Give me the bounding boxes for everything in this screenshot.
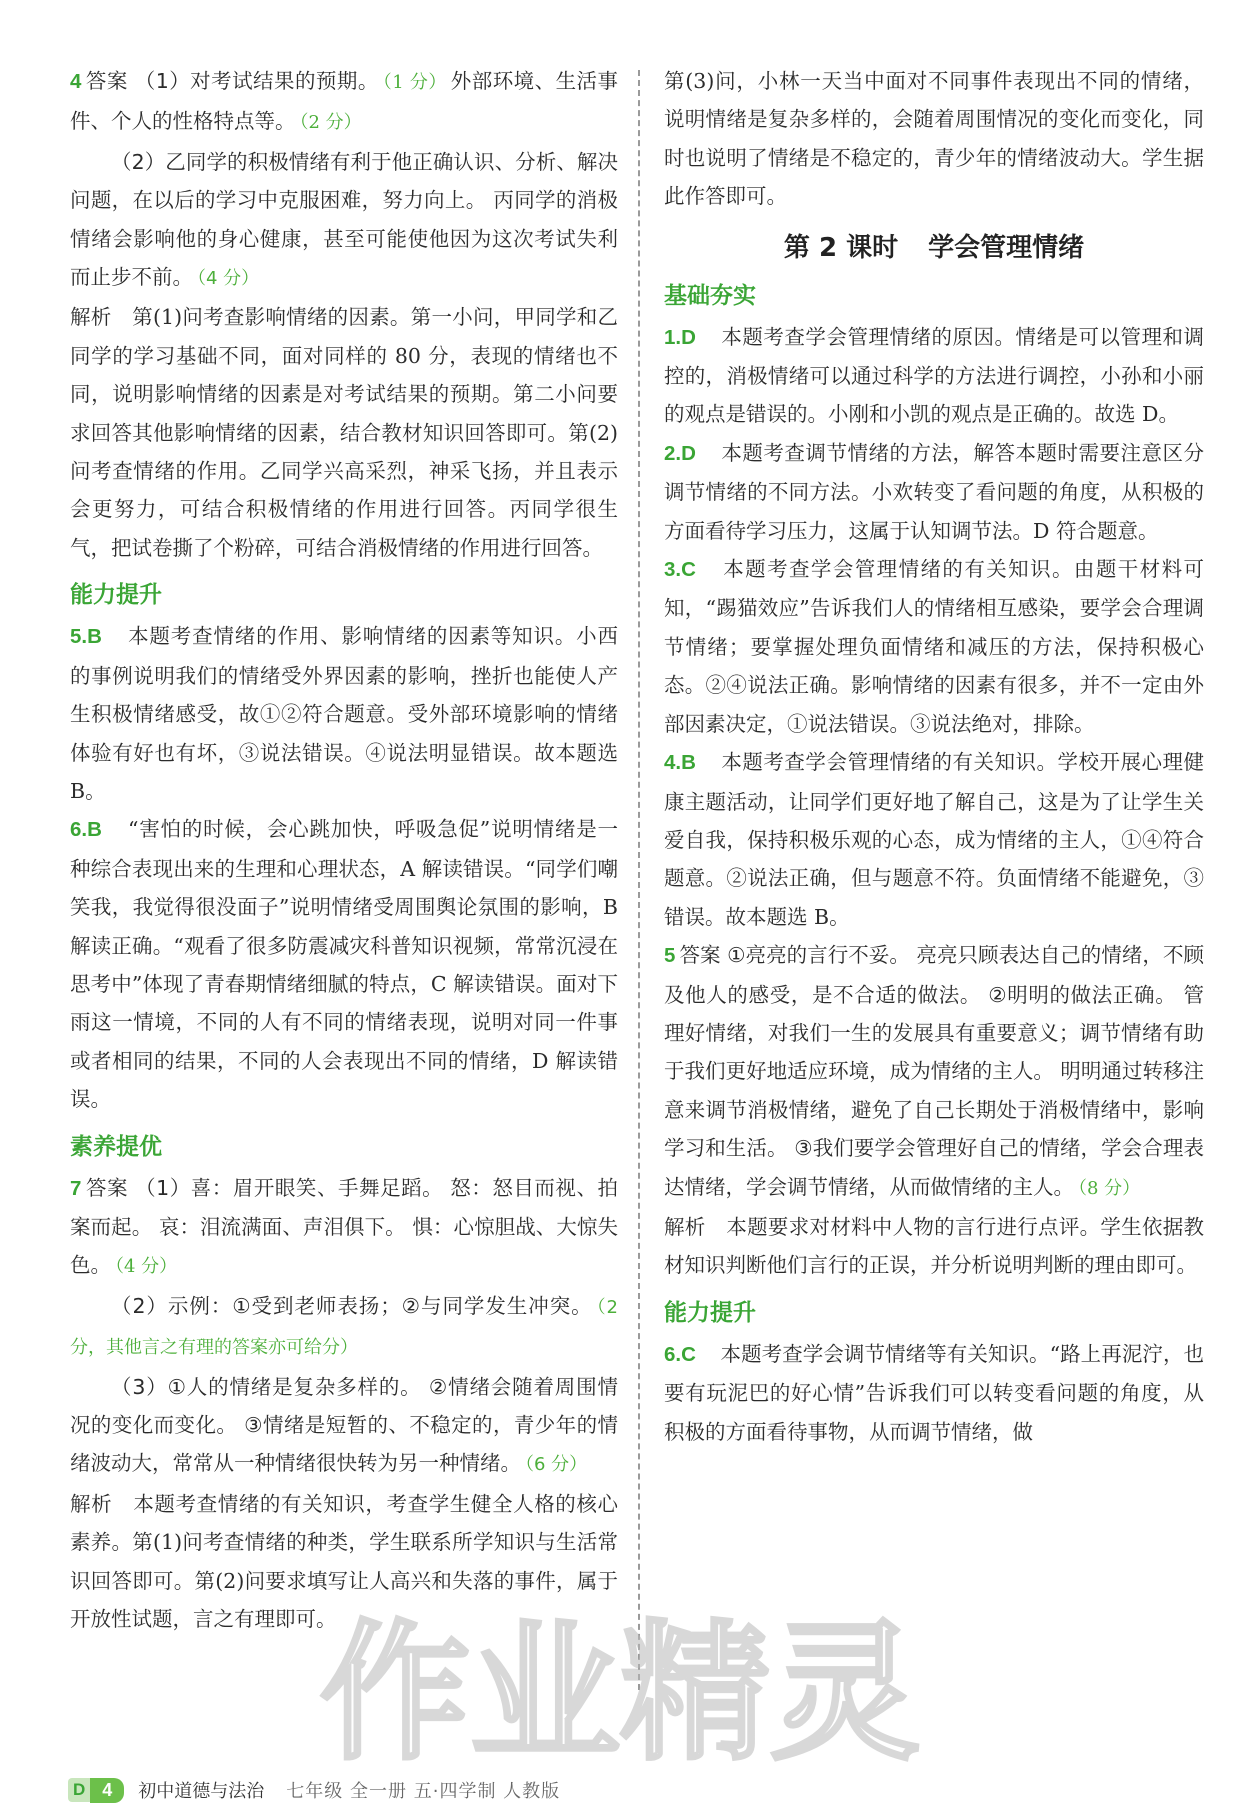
right-column — [664, 62, 1204, 1451]
page-badge: D 4 — [68, 1778, 124, 1803]
page-footer — [68, 1777, 560, 1803]
section-basic: 基础夯实 — [664, 282, 756, 309]
section-quality: 素养提优 — [70, 1133, 162, 1160]
analysis-7-continued: 第(3)问，小林一天当中面对不同事件表现出不同的情绪，说明情绪是复杂多样的，会随着周围情况的变化而变化，同时也说明了情绪是不稳定的，青少年的情绪波动大。学生据此作答即可。 — [664, 69, 1204, 209]
answer-4-part2: （2）乙同学的积极情绪有利于他正确认识、分析、解决问题，在以后的学习中克服困难，努力向上。 丙同学的消极情绪会影响他的身心健康，甚至可能使他因为这次考试失利而止步不前。 （4 分） — [70, 149, 618, 290]
analysis-4: 解析 第(1)问考查影响情绪的因素。第一小问，甲同学和乙同学的学习基础不同，面对同样的 80 分，表现的情绪也不同，说明影响情绪的因素是对考试结果的预期。第二小问要求回答其他影响情绪的因素，结合教材知识回答即可。第(2)问考查情绪的作用。乙同学兴高采烈，神采飞扬，并且表示会更努力，可结合积极情绪的作用进行回答。丙同学很生气，把试卷撕了个粉碎，可结合消极情绪的作用进行回答。 — [70, 305, 619, 560]
answer-r6: 6.C 本题考查学会调节情绪等有关知识。“路上再泥泞，也要有玩泥巴的好心情”告诉我们可以转变看问题的角度，从积极的方面看待事物，从而调节情绪，做 — [664, 1341, 1205, 1444]
answer-r2: 2.D 本题考查调节情绪的方法，解答本题时需要注意区分调节情绪的不同方法。小欢转变了看问题的角度，从积极的方面看待学习压力，这属于认知调节法。D 符合题意。 — [664, 440, 1205, 543]
book-title: 初中道德与法治 — [138, 1781, 265, 1802]
answer-4: 4 答案 （1）对考试结果的预期。 （1 分） 外部环境、生活事件、个人的性格特点等。 （2 分） — [70, 69, 618, 134]
answer-7: 7 答案 （1）喜：眉开眼笑、手舞足蹈。 怒：怒目而视、拍案而起。 哀：泪流满面、声泪俱下。 惧：心惊胆战、大惊失色。 （4 分） — [70, 1175, 619, 1278]
page-number: 4 — [90, 1778, 124, 1803]
answer-r4: 4.B 本题考查学会管理情绪的有关知识。学校开展心理健康主题活动，让同学们更好地了解自己，这是为了让学生关爱自我，保持积极乐观的心态，成为情绪的主人，①④符合题意。②说法正确，但与题意不符。负面情绪不能避免，③错误。故本题选 B。 — [664, 750, 1205, 929]
section-ability-right: 能力提升 — [664, 1299, 756, 1326]
left-column — [70, 62, 618, 1638]
answer-5: 5.B 本题考查情绪的作用、影响情绪的因素等知识。小西的事例说明我们的情绪受外界因素的影响，挫折也能使人产生积极情绪感受，故①②符合题意。受外部环境影响的情绪体验有好也有坏，③说法错误。④说法明显错误。故本题选 B。 — [70, 624, 619, 803]
answer-7-part3: （3）①人的情绪是复杂多样的。 ②情绪会随着周围情况的变化而变化。 ③情绪是短暂的、不稳定的，青少年的情绪波动大，常常从一种情绪很快转为另一种情绪。 （6 分） — [70, 1374, 618, 1476]
analysis-r5: 解析 本题要求对材料中人物的言行进行点评。学生依据教材知识判断他们言行的正误，并分析说明判断的理由即可。 — [664, 1214, 1205, 1278]
section-ability-left: 能力提升 — [70, 582, 162, 609]
lesson-title: 第 2 课时 学会管理情绪 — [783, 232, 1085, 263]
answer-r1: 1.D 本题考查学会管理情绪的原因。情绪是可以管理和调控的，消极情绪可以通过科学的方法进行调控，小孙和小丽的观点是错误的。小刚和小凯的观点是正确的。故选 D。 — [664, 324, 1205, 427]
answer-7-part2: （2）示例：①受到老师表扬；②与同学发生冲突。 （2 分，其他言之有理的答案亦可给分） — [70, 1293, 618, 1359]
column-divider — [638, 70, 640, 1690]
answer-r5: 5 答案 ①亮亮的言行不妥。 亮亮只顾表达自己的情绪，不顾及他人的感受，是不合适的做法。 ②明明的做法正确。 管理好情绪，对我们一生的发展具有重要意义；调节情绪有助于我们更好地适应环境，成为情绪的主人。 明明通过转移注意来调节消极情绪，避免了自己长期处于消极情绪中，影响学习和生活。 ③我们要学会管理好自己的情绪，学会合理表达情绪，学会调节情绪，从而做情绪的主人。 （8 分） — [664, 943, 1204, 1199]
watermark-text: 作业精灵 — [319, 1607, 921, 1775]
answer-6: 6.B “害怕的时候，会心跳加快，呼吸急促”说明情绪是一种综合表现出来的生理和心理状态，A 解读错误。“同学们嘲笑我，我觉得很没面子”说明情绪受周围舆论氛围的影响，B 解读正确。“观看了很多防震减灾科普知识视频，常常沉浸在思考中”体现了青春期情绪细腻的特点，C 解读错误。面对下雨这一情境，不同的人有不同的情绪表现，说明对同一件事或者相同的结果，不同的人会表现出不同的情绪，D 解读错误。 — [70, 817, 618, 1112]
analysis-7: 解析 本题考查情绪的有关知识，考查学生健全人格的核心素养。第(1)问考查情绪的种类，学生联系所学知识与生活常识回答即可。第(2)问要求填写让人高兴和失落的事件，属于开放性试题，言之有理即可。 — [70, 1491, 619, 1632]
book-meta: 七年级 全一册 五·四学制 人教版 — [286, 1781, 561, 1802]
answer-r3: 3.C 本题考查学会管理情绪的有关知识。由题干材料可知，“踢猫效应”告诉我们人的情绪相互感染，要学会合理调节情绪；要掌握处理负面情绪和减压的方法，保持积极心态。②④说法正确。影响情绪的因素有很多，并不一定由外部因素决定，①说法错误。③说法绝对，排除。 — [664, 557, 1205, 736]
